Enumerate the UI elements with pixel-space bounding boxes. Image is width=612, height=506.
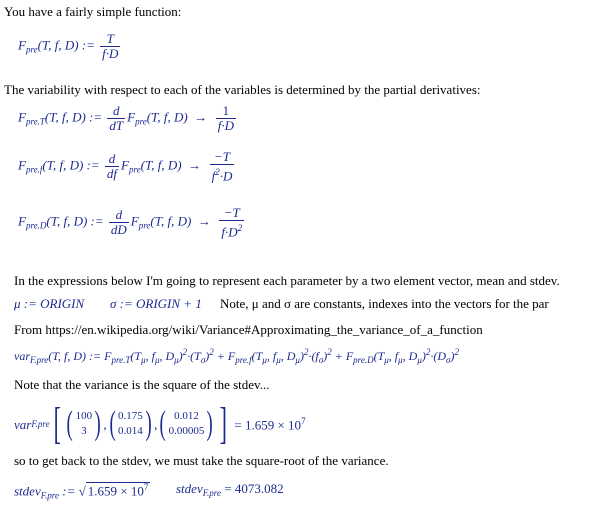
vector-1-mean: 100: [75, 410, 93, 422]
vector-2-stdev: 0.014: [118, 425, 143, 437]
variance-note: Note that the variance is the square of the stdev...: [14, 377, 270, 392]
intro-text: You have a fairly simple function:: [4, 4, 182, 19]
expressions-text: In the expressions below I'm going to represent each parameter by a two element vector, mean and stdev.: [14, 273, 560, 288]
variance-result-exponent: 7: [301, 415, 306, 426]
stdev-radicand: 1.659 × 10: [87, 483, 144, 499]
stdev-result: = 4073.082: [224, 481, 284, 496]
partial-derivative-D: $F_{pre.D}(T$, f, D) := $\frac{d}{dD}$ $F_{pre}(T$, f, D) → $\frac{-T}{f\cdot D^2}$: [18, 205, 243, 240]
partial-derivative-T: $F_{pre.T}(T$, f, D) := $\frac{d}{dT}$ $F_{pre}(T$, f, D) → $\frac{1}{f\cdot D}$: [18, 103, 234, 133]
variance-evaluation: var F.pre [ ( 100 3 ) , ( 0.175 0.014 ) , ( 0.012 0.00005 ) ] = $1.659 \times 10^7$: [14, 399, 306, 449]
partial-derivative-f: $F_{pre.f}(T$, f, D) := $\frac{d}{df}$ $F_{pre}(T$, f, D) → $\frac{-T}{f^2\cdot D}$: [18, 149, 233, 184]
variability-text: The variability with respect to each of the variables is determined by the partial derivatives:: [4, 82, 481, 97]
stdev-definition: stdev$_{F.pre}$ := √ $1.659 \times 10^7$: [14, 482, 149, 501]
wikipedia-reference: From https://en.wikipedia.org/wiki/Variance#Approximating_the_variance_of_a_function: [14, 322, 483, 337]
vector-3-mean: 0.012: [174, 410, 199, 422]
stdev-evaluation: stdev$_{F.pre}$ = 4073.082: [176, 481, 284, 498]
variance-result: = 1.659 × 10: [234, 417, 302, 433]
variance-definition: var$_{F.pre}$(T, f, D) := $F_{pre.T}(T_\mu$, $f_\mu$, $D_\mu)^2\cdot(T_\sigma)^2 + F_{pre.f}(T_\mu$, $f_\mu$, $D_\mu)^2\cdot(f_\sigma)^2 + F_{pre.D}(T_\mu$, $f_\mu$, $D_\mu)^2\cdot(D_\sigma)^2$: [14, 347, 459, 365]
note-text: Note, μ and σ are constants, indexes into the vectors for the par: [220, 296, 549, 311]
vector-2-mean: 0.175: [118, 410, 143, 422]
fpre-definition: $F_{pre}(T$, f, D) := $\frac{T}{f\cdot D}$: [18, 31, 119, 61]
vector-3-stdev: 0.00005: [168, 425, 205, 437]
stdev-radicand-exponent: 7: [143, 482, 149, 492]
sigma-definition: σ := ORIGIN + 1: [110, 296, 202, 311]
mu-definition: μ := ORIGIN: [14, 296, 85, 311]
stdev-text: so to get back to the stdev, we must take the square-root of the variance.: [14, 453, 389, 468]
vector-1-stdev: 3: [81, 425, 87, 437]
